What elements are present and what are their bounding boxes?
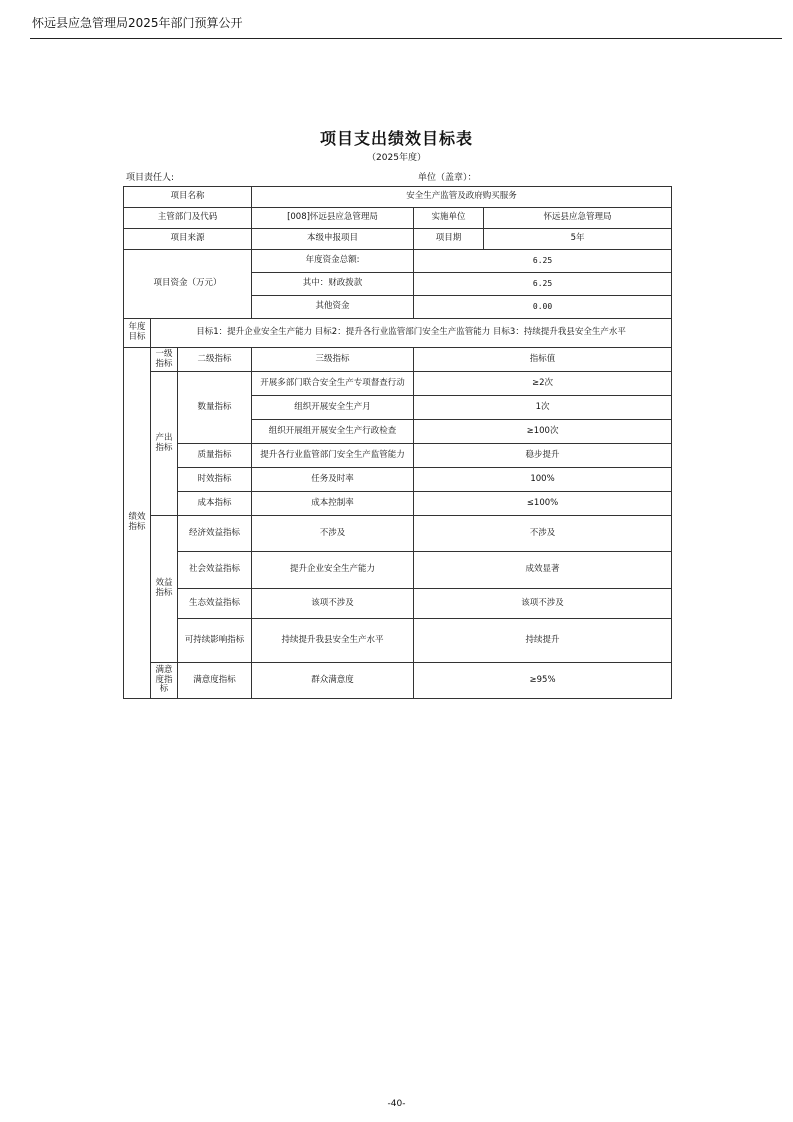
funds-other-label: 其他资金 [252,296,414,319]
q3-name: 组织开展组开展安全生产行政检查 [252,420,414,444]
cost-indicator-label: 成本指标 [178,492,252,516]
project-name-label: 项目名称 [124,187,252,208]
social-value: 成效显著 [414,552,672,589]
cost-name: 成本控制率 [252,492,414,516]
q1-value: ≥2次 [414,372,672,396]
project-person-label: 项目责任人: [126,173,175,183]
econ-name: 不涉及 [252,516,414,552]
quality-value: 稳步提升 [414,444,672,468]
time-indicator-label: 时效指标 [178,468,252,492]
header-divider [30,38,782,39]
document-year: （2025年度） [367,153,426,163]
q2-value: 1次 [414,396,672,420]
funds-fiscal-value: 6.25 [414,273,672,296]
annual-goal-label: 年度目标 [124,319,151,348]
satisfaction-name: 群众满意度 [252,663,414,699]
social-name: 提升企业安全生产能力 [252,552,414,589]
period-value: 5年 [484,229,672,250]
econ-value: 不涉及 [414,516,672,552]
econ-indicator-label: 经济效益指标 [178,516,252,552]
quality-name: 提升各行业监管部门安全生产监管能力 [252,444,414,468]
dept-value: [008]怀远县应急管理局 [252,208,414,229]
head-level3: 三级指标 [252,348,414,372]
quantity-indicator-label: 数量指标 [178,372,252,444]
funds-total-label: 年度资金总额: [252,250,414,273]
eco-indicator-label: 生态效益指标 [178,589,252,619]
document-title: 项目支出绩效目标表 [319,129,473,148]
annual-goal-value: 目标1：提升企业安全生产能力 目标2：提升各行业监管部门安全生产监管能力 目标3：持续提升我县安全生产水平 [151,319,672,348]
output-indicator-label: 产出指标 [151,372,178,516]
header-title: 怀远县应急管理局2025年部门预算公开 [32,16,243,30]
sustain-indicator-label: 可持续影响指标 [178,619,252,663]
quality-indicator-label: 质量指标 [178,444,252,468]
social-indicator-label: 社会效益指标 [178,552,252,589]
satisfaction-sub-label: 满意度指标 [178,663,252,699]
sustain-value: 持续提升 [414,619,672,663]
performance-target-table [123,186,672,699]
head-value: 指标值 [414,348,672,372]
funds-fiscal-label: 其中：财政拨款 [252,273,414,296]
satisfaction-value: ≥95% [414,663,672,699]
eco-value: 该项不涉及 [414,589,672,619]
source-value: 本级申报项目 [252,229,414,250]
benefit-indicator-label: 效益指标 [151,516,178,663]
q1-name: 开展多部门联合安全生产专项督查行动 [252,372,414,396]
q2-name: 组织开展安全生产月 [252,396,414,420]
page-number: -40- [387,1099,406,1109]
period-label: 项目期 [414,229,484,250]
impl-unit-label: 实施单位 [414,208,484,229]
source-label: 项目来源 [124,229,252,250]
sustain-name: 持续提升我县安全生产水平 [252,619,414,663]
funds-other-value: 0.00 [414,296,672,319]
cost-value: ≤100% [414,492,672,516]
perf-indicator-label: 绩效指标 [124,348,151,699]
dept-label: 主管部门及代码 [124,208,252,229]
project-name-value: 安全生产监管及政府购买服务 [252,187,672,208]
impl-unit-value: 怀远县应急管理局 [484,208,672,229]
eco-name: 该项不涉及 [252,589,414,619]
time-name: 任务及时率 [252,468,414,492]
funds-label: 项目资金（万元） [124,250,252,319]
q3-value: ≥100次 [414,420,672,444]
head-level1: 一级指标 [151,348,178,372]
funds-total-value: 6.25 [414,250,672,273]
satisfaction-indicator-label: 满意度指标 [151,663,178,699]
unit-seal-label: 单位（盖章）： [418,173,477,183]
head-level2: 二级指标 [178,348,252,372]
time-value: 100% [414,468,672,492]
